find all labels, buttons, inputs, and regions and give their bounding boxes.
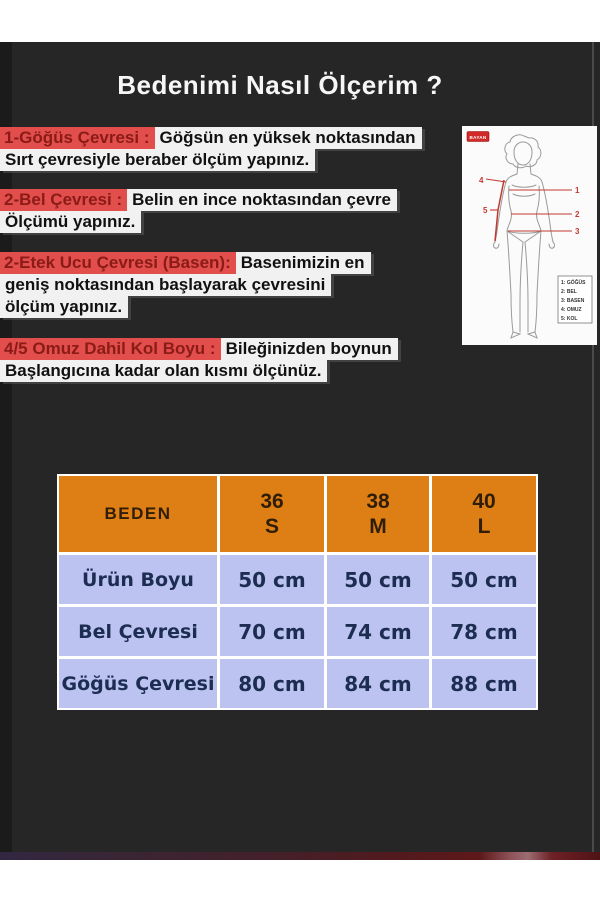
hair-outline: [505, 135, 541, 168]
instruction-line: [0, 338, 398, 360]
table-value: 70 cm: [220, 607, 324, 656]
instruction-line: [0, 274, 371, 296]
instruction-label: 1-Göğüs Çevresi :: [0, 127, 155, 149]
torso-left: [507, 186, 511, 231]
legend-item: 2: BEL: [561, 289, 577, 295]
instruction-label: 4/5 Omuz Dahil Kol Boyu :: [0, 338, 221, 360]
size-letter: S: [264, 515, 279, 538]
instruction-text: Bileğinizden boynun: [221, 338, 398, 360]
table-value: 88 cm: [432, 659, 536, 708]
right-leg-outer: [535, 231, 541, 332]
table-header-size-36: [220, 476, 324, 552]
instruction-text: Başlangıcına kadar olan kısmı ölçünüz.: [0, 360, 327, 382]
instruction-text: Sırt çevresiyle beraber ölçüm yapınız.: [0, 149, 315, 171]
right-foot: [528, 332, 537, 338]
instruction-text: Göğsün en yüksek noktasından: [155, 127, 422, 149]
instruction-line: [0, 189, 397, 211]
pointer-number-1: 1: [575, 186, 580, 195]
left-hand: [494, 242, 500, 248]
instruction-line: [0, 149, 422, 171]
measurement-lines: [486, 179, 572, 241]
body-outline: [494, 135, 555, 338]
instruction-section-hip: [0, 252, 371, 318]
table-value: 50 cm: [220, 555, 324, 604]
row-label-urun-boyu: Ürün Boyu: [59, 555, 217, 604]
right-leg-inner: [525, 242, 528, 332]
table-header-size-38: [327, 476, 429, 552]
instruction-section-arm: [0, 338, 398, 382]
top-white-band: [0, 0, 600, 42]
neck-left: [517, 164, 518, 174]
underbust-line: [513, 194, 535, 196]
left-leg-inner: [520, 242, 523, 332]
size-number: 36: [260, 490, 284, 513]
pointer-number-3: 3: [575, 227, 580, 236]
instruction-label: 2-Etek Ucu Çevresi (Basen):: [0, 252, 236, 274]
bottom-white-band: [0, 860, 600, 900]
bust-line: [512, 185, 536, 187]
page-title: Bedenimi Nasıl Ölçerim ?: [117, 70, 443, 100]
table-header-size-40: [432, 476, 536, 552]
instruction-text: Basenimizin en: [236, 252, 371, 274]
instruction-line: [0, 360, 398, 382]
legend-item: 5: KOL: [561, 316, 578, 322]
legend-item: 1: GÖĞÜS: [561, 280, 586, 286]
table-value: 80 cm: [220, 659, 324, 708]
legend-item: 3: BASEN: [561, 298, 585, 304]
torso-right: [537, 186, 541, 231]
instruction-text: Belin en ince noktasından çevre: [127, 189, 397, 211]
pointer-number-5: 5: [483, 206, 488, 215]
instruction-line: [0, 127, 422, 149]
instruction-section-waist: [0, 189, 397, 233]
table-value: 50 cm: [432, 555, 536, 604]
instruction-text: ölçüm yapınız.: [0, 296, 128, 318]
size-number: 40: [472, 490, 496, 513]
measurement-numbers: [479, 176, 580, 236]
gender-badge-label: BAYAN: [469, 134, 487, 140]
face-outline: [514, 142, 532, 165]
instruction-line: [0, 252, 371, 274]
left-foot: [511, 332, 520, 338]
legend-item: 4: OMUZ: [561, 307, 582, 313]
pointer-number-4: 4: [479, 176, 484, 185]
body-measurement-figure: [462, 126, 597, 345]
size-table: [57, 474, 538, 710]
table-header-beden: BEDEN: [59, 476, 217, 552]
body-figure-svg: [462, 126, 597, 345]
bottom-photo-edge: [0, 852, 600, 860]
right-shoulder-arm: [531, 174, 553, 242]
left-leg-outer: [507, 231, 513, 332]
table-value: 78 cm: [432, 607, 536, 656]
neck-right: [530, 164, 531, 174]
instruction-label: 2-Bel Çevresi :: [0, 189, 127, 211]
table-value: 74 cm: [327, 607, 429, 656]
instruction-line: [0, 211, 397, 233]
size-letter: L: [477, 515, 491, 538]
instruction-line: [0, 296, 371, 318]
instruction-text: Ölçümü yapınız.: [0, 211, 141, 233]
pointer-number-2: 2: [575, 210, 580, 219]
size-number: 38: [366, 490, 390, 513]
instruction-text: geniş noktasından başlayarak çevresini: [0, 274, 331, 296]
row-label-gogus-cevresi: Göğüs Çevresi: [59, 659, 217, 708]
row-label-bel-cevresi: Bel Çevresi: [59, 607, 217, 656]
instruction-section-chest: [0, 127, 422, 171]
right-hand: [549, 242, 555, 248]
table-value: 84 cm: [327, 659, 429, 708]
size-letter: M: [369, 515, 387, 538]
table-value: 50 cm: [327, 555, 429, 604]
